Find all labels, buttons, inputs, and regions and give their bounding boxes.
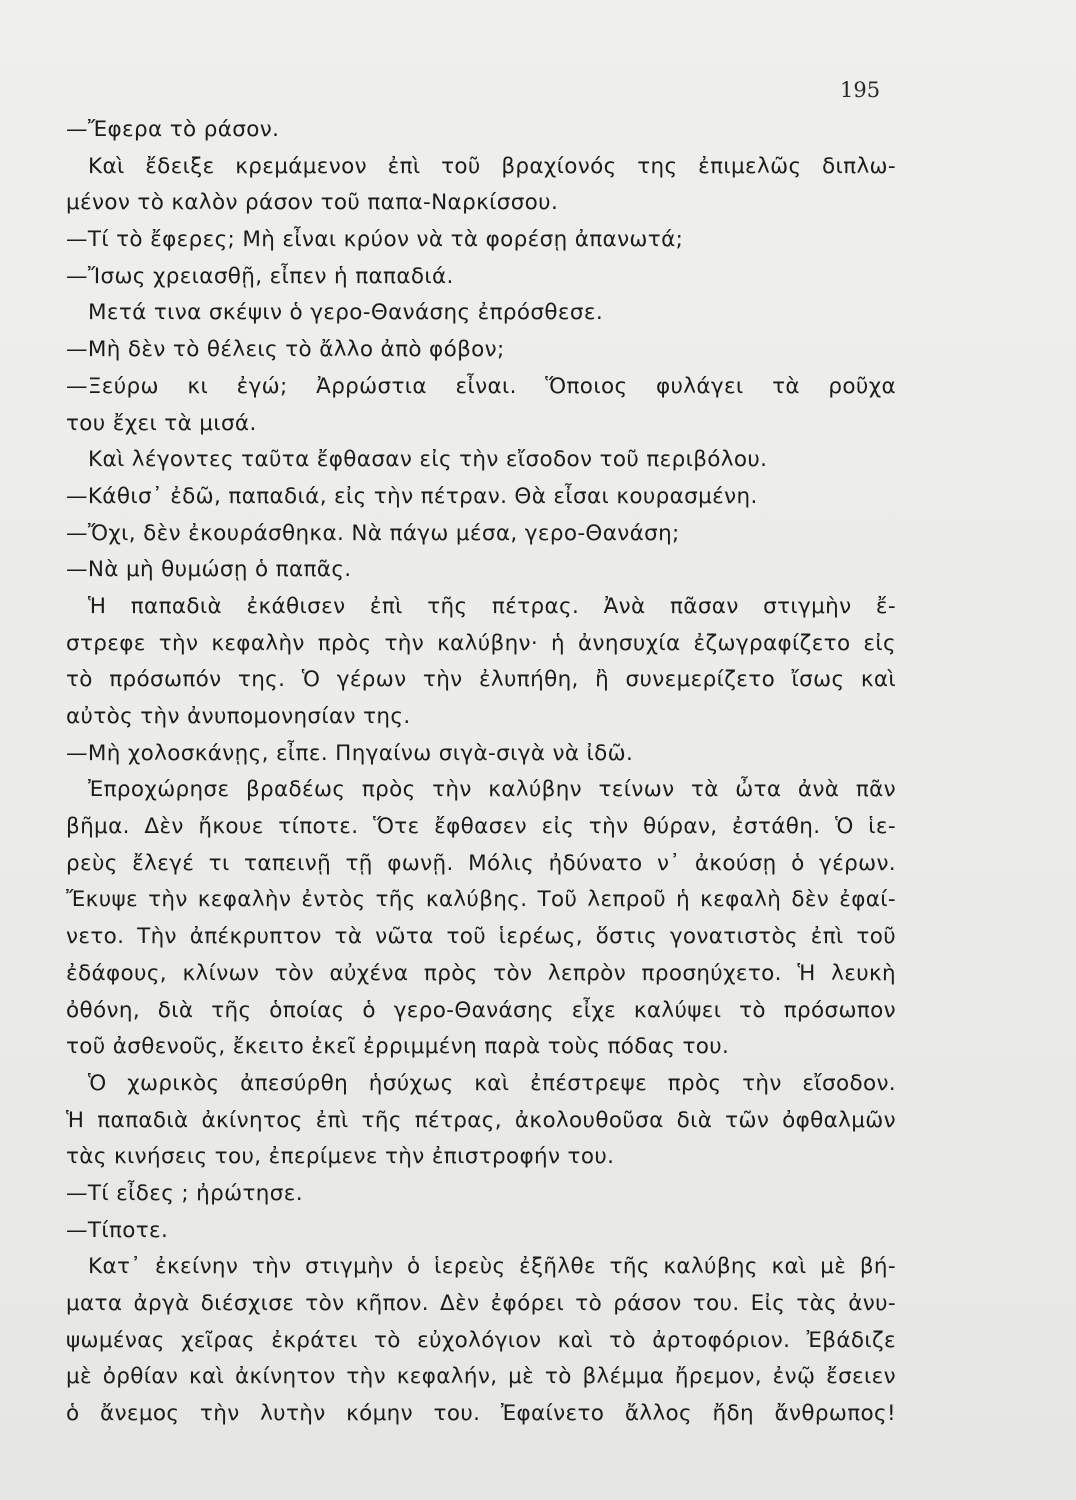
text-line: Ἡ παπαδιὰ ἀκίνητος ἐπὶ τῆς πέτρας, ἀκολουθοῦσα διὰ τῶν ὀφθαλμῶν <box>66 1107 896 1133</box>
text-line: ψωμένας χεῖρας ἐκράτει τὸ εὐχολόγιον καὶ τὸ ἀρτοφόριον. Ἐβάδιζε <box>66 1327 896 1353</box>
text-line: βῆμα. Δὲν ἤκουε τίποτε. Ὅτε ἔφθασεν εἰς τὴν θύραν, ἐστάθη. Ὁ ἱε- <box>66 814 896 840</box>
text-line: —Κάθισ᾽ ἐδῶ, παπαδιά, εἰς τὴν πέτραν. Θὰ εἶσαι κουρασμένη. <box>66 483 758 509</box>
text-line: τὰς κινήσεις του, ἐπερίμενε τὴν ἐπιστροφήν του. <box>66 1144 615 1170</box>
text-line: —Ἴσως χρειασθῇ, εἶπεν ἡ παπαδιά. <box>66 263 454 289</box>
text-line: Μετά τινα σκέψιν ὁ γερο-Θανάσης ἐπρόσθεσε. <box>88 300 604 326</box>
text-line: νετο. Τὴν ἀπέκρυπτον τὰ νῶτα τοῦ ἱερέως, ὅστις γονατιστὸς ἐπὶ τοῦ <box>66 924 896 950</box>
text-line: ὁ ἄνεμος τὴν λυτὴν κόμην του. Ἐφαίνετο ἄλλος ἤδη ἄνθρωπος! <box>66 1401 896 1427</box>
text-line: μένον τὸ καλὸν ράσον τοῦ παπα-Ναρκίσσου. <box>66 190 559 216</box>
text-line: Ἔκυψε τὴν κεφαλὴν ἐντὸς τῆς καλύβης. Τοῦ λεπροῦ ἡ κεφαλὴ δὲν ἐφαί- <box>66 887 896 913</box>
text-line: —Τί τὸ ἔφερες; Μὴ εἶναι κρύον νὰ τὰ φορέσῃ ἀπανωτά; <box>66 227 684 253</box>
text-line: —Ξεύρω κι ἐγώ; Ἀρρώστια εἶναι. Ὅποιος φυλάγει τὰ ροῦχα <box>66 373 896 399</box>
text-line: ἐδάφους, κλίνων τὸν αὐχένα πρὸς τὸν λεπρὸν προσηύχετο. Ἡ λευκὴ <box>66 960 896 986</box>
text-line: του ἔχει τὰ μισά. <box>66 410 257 436</box>
text-line: Ἡ παπαδιὰ ἐκάθισεν ἐπὶ τῆς πέτρας. Ἀνὰ πᾶσαν στιγμὴν ἔ- <box>88 593 896 619</box>
text-line: αὐτὸς τὴν ἀνυπομονησίαν της. <box>66 704 411 729</box>
body-text <box>66 112 896 1433</box>
text-line: τὸ πρόσωπόν της. Ὁ γέρων τὴν ἐλυπήθη, ἢ συνεμερίζετο ἴσως καὶ <box>66 667 896 693</box>
text-line: ματα ἀργὰ διέσχισε τὸν κῆπον. Δὲν ἐφόρει τὸ ράσον του. Εἰς τὰς ἀνυ- <box>66 1291 896 1316</box>
text-line: Κατ᾽ ἐκείνην τὴν στιγμὴν ὁ ἱερεὺς ἐξῆλθε τῆς καλύβης καὶ μὲ βή- <box>88 1254 896 1280</box>
text-line: —Μὴ δὲν τὸ θέλεις τὸ ἄλλο ἀπὸ φόβον; <box>66 337 505 363</box>
text-line: στρεφε τὴν κεφαλὴν πρὸς τὴν καλύβην· ἡ ἀνησυχία ἐζωγραφίζετο εἰς <box>66 630 896 656</box>
text-line: —Τίποτε. <box>66 1217 169 1243</box>
page-number: 195 <box>840 78 881 102</box>
text-line: —Μὴ χολοσκάνῃς, εἶπε. Πηγαίνω σιγὰ-σιγὰ νὰ ἰδῶ. <box>66 740 634 766</box>
text-line: Καὶ ἔδειξε κρεμάμενον ἐπὶ τοῦ βραχίονός της ἐπιμελῶς διπλω- <box>88 153 896 179</box>
text-line: Ἐπροχώρησε βραδέως πρὸς τὴν καλύβην τείνων τὰ ὦτα ἀνὰ πᾶν <box>88 777 896 803</box>
text-line: —Ὄχι, δὲν ἐκουράσθηκα. Νὰ πάγω μέσα, γερο-Θανάση; <box>66 520 680 546</box>
text-line: —Τί εἶδες ; ἠρώτησε. <box>66 1180 303 1206</box>
text-line: τοῦ ἀσθενοῦς, ἔκειτο ἐκεῖ ἐρριμμένη παρὰ τοὺς πόδας του. <box>66 1034 730 1060</box>
text-line: ρεὺς ἔλεγέ τι ταπεινῇ τῇ φωνῇ. Μόλις ἠδύνατο ν᾽ ἀκούσῃ ὁ γέρων. <box>66 850 896 876</box>
text-line: —Ἔφερα τὸ ράσον. <box>66 117 280 142</box>
text-line: μὲ ὀρθίαν καὶ ἀκίνητον τὴν κεφαλήν, μὲ τὸ βλέμμα ἤρεμον, ἐνῷ ἔσειεν <box>66 1364 896 1390</box>
text-line: Καὶ λέγοντες ταῦτα ἔφθασαν εἰς τὴν εἴσοδον τοῦ περιβόλου. <box>88 447 768 473</box>
text-line: ὀθόνη, διὰ τῆς ὁποίας ὁ γερο-Θανάσης εἶχε καλύψει τὸ πρόσωπον <box>66 997 896 1023</box>
text-line: —Νὰ μὴ θυμώσῃ ὁ παπᾶς. <box>66 557 352 583</box>
text-line: Ὁ χωρικὸς ἀπεσύρθη ἡσύχως καὶ ἐπέστρεψε πρὸς τὴν εἴσοδον. <box>88 1070 896 1096</box>
